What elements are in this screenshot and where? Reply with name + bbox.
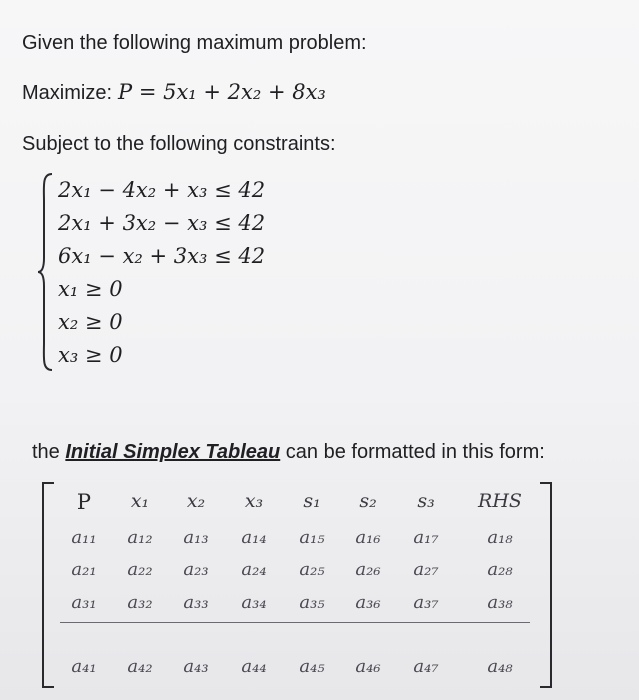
tableau-cell: a₂₈: [487, 559, 513, 580]
objective-expression: P = 5x₁ + 2x₂ + 8x₃: [118, 80, 326, 104]
tableau-cell: a₁₆: [355, 527, 381, 548]
tableau-intro: [32, 441, 545, 464]
tableau-cell: a₁₇: [413, 527, 439, 548]
tableau-intro-suffix: can be formatted in this form:: [280, 441, 545, 463]
tableau-cell: a₂₇: [413, 559, 439, 580]
tableau-cell: a₃₆: [355, 592, 381, 613]
left-brace-icon: [36, 172, 56, 372]
tableau-cell: a₁₅: [299, 527, 325, 548]
tableau-cell: a₃₈: [487, 592, 513, 613]
tableau-objective-cell: a₄₅: [299, 656, 325, 677]
tableau-cell: a₁₄: [241, 527, 267, 548]
tableau-objective-cell: a₄₈: [487, 656, 513, 677]
tableau-header-cell: x₃: [244, 490, 264, 512]
tableau-objective-cell: a₄₃: [183, 656, 209, 677]
constraint-1: 2x₁ − 4x₂ + x₃ ≤ 42: [58, 178, 266, 202]
nonnegativity-x3: x₃ ≥ 0: [58, 343, 123, 367]
tableau-objective-cell: a₄₆: [355, 656, 381, 677]
tableau-objective-cell: a₄₂: [127, 656, 153, 677]
tableau-header-cell: RHS: [478, 490, 522, 512]
tableau-cell: a₁₃: [183, 527, 209, 548]
objective-row-divider: [60, 622, 530, 623]
objective-row: [22, 80, 326, 105]
tableau-cell: a₂₆: [355, 559, 381, 580]
tableau-cell: a₁₁: [71, 527, 97, 548]
tableau-header-cell: s₂: [359, 490, 377, 512]
problem-heading: Given the following maximum problem:: [22, 32, 367, 54]
tableau-header-cell: P: [76, 490, 92, 514]
simplex-tableau-matrix: [42, 482, 552, 690]
tableau-cell: a₂₁: [71, 559, 97, 580]
matrix-left-bracket: [42, 482, 54, 688]
tableau-header-cell: s₁: [303, 490, 321, 512]
tableau-cell: a₃₇: [413, 592, 439, 613]
nonnegativity-x1: x₁ ≥ 0: [58, 277, 123, 301]
tableau-cell: a₂₃: [183, 559, 209, 580]
tableau-cell: a₃₃: [183, 592, 209, 613]
tableau-header-cell: x₂: [186, 490, 206, 512]
tableau-cell: a₂₄: [241, 559, 267, 580]
tableau-objective-cell: a₄₇: [413, 656, 439, 677]
nonnegativity-x2: x₂ ≥ 0: [58, 310, 123, 334]
tableau-objective-cell: a₄₄: [241, 656, 267, 677]
tableau-header-cell: s₃: [417, 490, 435, 512]
tableau-cell: a₂₅: [299, 559, 325, 580]
matrix-right-bracket: [540, 482, 552, 688]
tableau-cell: a₃₁: [71, 592, 97, 613]
tableau-intro-prefix: the: [32, 441, 66, 463]
tableau-cell: a₃₄: [241, 592, 267, 613]
objective-label: Maximize:: [22, 82, 113, 104]
subject-to-line: Subject to the following constraints:: [22, 133, 336, 155]
tableau-cell: a₃₂: [127, 592, 153, 613]
constraint-2: 2x₁ + 3x₂ − x₃ ≤ 42: [58, 211, 266, 235]
tableau-header-cell: x₁: [130, 490, 150, 512]
tableau-cell: a₁₂: [127, 527, 153, 548]
tableau-objective-cell: a₄₁: [71, 656, 97, 677]
tableau-cell: a₂₂: [127, 559, 153, 580]
tableau-intro-emphasis: Initial Simplex Tableau: [65, 441, 281, 463]
tableau-cell: a₁₈: [487, 527, 513, 548]
constraint-system: [36, 172, 316, 372]
constraint-3: 6x₁ − x₂ + 3x₃ ≤ 42: [58, 244, 266, 268]
tableau-cell: a₃₅: [299, 592, 325, 613]
